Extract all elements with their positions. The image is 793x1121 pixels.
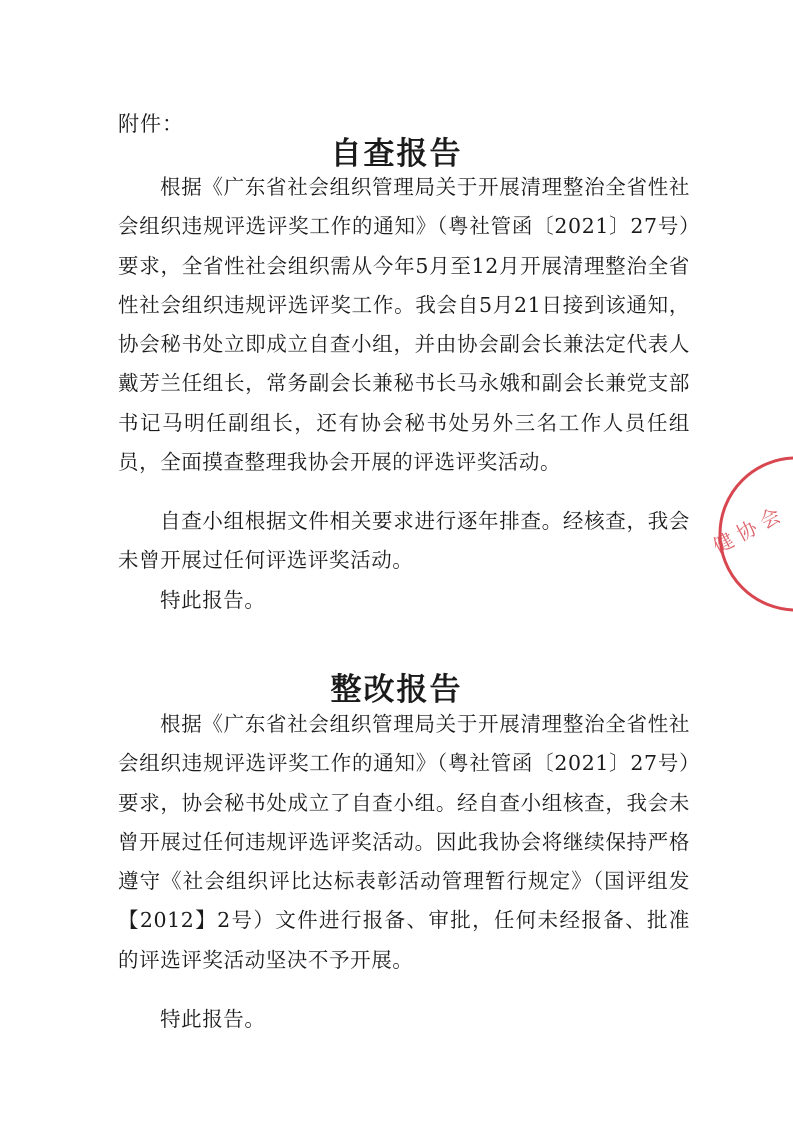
official-seal — [688, 452, 793, 617]
seal-text: 健 协 会 — [709, 503, 785, 559]
self-inspection-title: 自查报告 — [330, 136, 463, 172]
attachment-label: 附件： — [118, 112, 184, 136]
self-inspection-closing: 特此报告。 — [160, 588, 266, 612]
rectification-paragraph-1: 根据《广东省社会组织管理局关于开展清理整治全省性社会组织违规评选评奖工作的通知》（粤社管函〔2021〕27号）要求，协会秘书处成立了自查小组。经自查小组核查，我会未曾开展过任何违规评选评奖活动。因此我协会将继续保持严格遵守《社会组织评比达标表彰活动管理暂行规定》（国评组发【2012】2号）文件进行报备、审批，任何未经报备、批准的评选评奖活动坚决不予开展。 — [118, 712, 690, 972]
rectification-closing: 特此报告。 — [160, 1007, 266, 1031]
self-inspection-paragraph-1: 根据《广东省社会组织管理局关于开展清理整治全省性社会组织违规评选评奖工作的通知》（粤社管函〔2021〕27号）要求，全省性社会组织需从今年5月至12月开展清理整治全省性社会组织违规评选评奖工作。我会自5月21日接到该通知，协会秘书处立即成立自查小组，并由协会副会长兼法定代表人戴芳兰任组长，常务副会长兼秘书长马永娥和副会长兼党支部书记马明任副组长，还有协会秘书处另外三名工作人员任组员，全面摸查整理我协会开展的评选评奖活动。 — [118, 175, 690, 475]
rectification-title: 整改报告 — [330, 672, 463, 708]
self-inspection-paragraph-2: 自查小组根据文件相关要求进行逐年排查。经核查，我会未曾开展过任何评选评奖活动。 — [118, 509, 690, 573]
